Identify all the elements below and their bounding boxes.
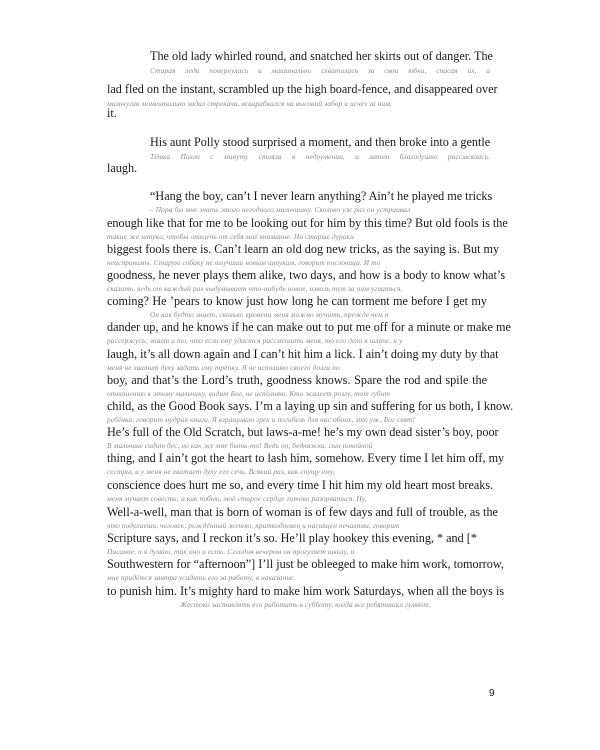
translation-line: Он как будто знает, сколько времени меня можно мучить, прежде чем я: [150, 310, 389, 319]
translation-line: мне придётся завтра усадить его за работу, в наказание.: [107, 573, 296, 582]
text-line: goodness, he never plays them alike, two days, and how is a body to know what’s: [107, 268, 506, 282]
translation-line: Старая леди повернулась и машинально схватилась за свои юбки, спасая их, а: [150, 66, 490, 75]
text-line: dander up, and he knows if he can make out to put me off for a minute or make me: [107, 320, 511, 334]
text-line: to punish him. It’s mighty hard to make him work Saturdays, when all the boys is: [107, 584, 505, 598]
text-line: boy, and that’s the Lord’s truth, goodness knows. Spare the rod and spile the: [107, 373, 487, 387]
text-line: He’s full of the Old Scratch, but laws-a-me! he’s my own dead sister’s boy, poor: [107, 425, 499, 439]
text-line: biggest fools there is. Can’t learn an old dog new tricks, as the saying is. But my: [107, 242, 500, 256]
translation-line: сестры, и у меня не хватает духу его сечь. Всякий раз, как спущу ему,: [107, 467, 335, 476]
text-line: conscience does hurt me so, and every time I hit him my old heart most breaks.: [107, 478, 494, 492]
translation-line: неисправимы. Старую собаку не выучишь новым штукам, говорит пословица. И то: [107, 258, 381, 267]
translation-line: отношению к этому мальчику, видит Бог, не исполняю. Кто жалеет розгу, тот губит: [107, 389, 391, 398]
translation-line: ребёнка, говорит мудрая книга. Я взращиваю грех и погибель для нас обоих, это уж, Бог свят!: [107, 415, 416, 424]
text-line: child, as the Good Book says. I’m a laying up sin and suffering for us both, I know.: [107, 399, 514, 413]
translation-line: что поделаешь, человек, рождённый женою, краткодневен и насыщен печалями, говорит: [107, 521, 400, 530]
text-line: enough like that for me to be looking out for him by this time? But old fools is the: [107, 216, 508, 230]
text-line: The old lady whirled round, and snatched her skirts out of danger. The: [150, 49, 493, 63]
translation-line: Жестоко заставлять его работать в субботу, когда все ребятишки гуляют,: [180, 600, 431, 609]
translation-line: Тётка Полли с минуту стояла в недоумении, а затем благодушно рассмеялась.: [150, 152, 490, 161]
text-line: coming? He ’pears to know just how long he can torment me before I get my: [107, 294, 487, 308]
translation-line: мальчуган моментально задал стрекача, вскарабкался на высокий забор и исчез за ним.: [107, 99, 392, 108]
translation-line: меня не хватит духу задать ему трёпку. Я не исполняю своего долга по: [107, 363, 340, 372]
translation-line: Писание, и я думаю, так оно и есть. Сегодня вечером он прогуляет школу, и: [107, 547, 355, 556]
text-line: laugh.: [107, 161, 138, 175]
page-number: 9: [489, 688, 495, 699]
translation-line: – Пора бы мне знать этого негодного мальчишку. Сколько уж раз он устраивал: [150, 205, 411, 214]
translation-line: В мальчике сидит бес, но как же мне быть-то! Ведь он, бедняжка, сын покойной: [107, 441, 373, 450]
translation-line: меня мучает совесть; а как побью, моё старое сердце готово разорваться. Ну,: [107, 494, 367, 503]
translation-line: рассержусь; знает и то, что если ему удастся рассмешить меня, то его дело в шляпе, и у: [107, 336, 403, 345]
translation-line: сказать, ведь от каждый раз выдумывает что-нибудь новое, изволь тут за ним угнаться.: [107, 284, 403, 293]
text-line: lad fled on the instant, scrambled up the high board-fence, and disappeared over: [107, 82, 498, 96]
text-line: it.: [107, 106, 117, 120]
text-line: thing, and I ain’t got the heart to lash him, somehow. Every time I let him off, my: [107, 451, 505, 465]
translation-line: такие же штуки, чтобы отвлечь от себя моё внимание. Но старые дураки: [107, 232, 354, 241]
text-line: Well-a-well, man that is born of woman is of few days and full of trouble, as the: [107, 505, 498, 519]
text-line: “Hang the boy, can’t I never learn anything? Ain’t he played me tricks: [150, 189, 493, 203]
text-line: Southwestern for “afternoon”] I’ll just be obleeged to make him work, tomorrow,: [107, 557, 504, 571]
text-line: Scripture says, and I reckon it’s so. He’ll play hookey this evening, * and [*: [107, 531, 477, 545]
text-line: laugh, it’s all down again and I can’t hit him a lick. I ain’t doing my duty by that: [107, 347, 499, 361]
text-line: His aunt Polly stood surprised a moment, and then broke into a gentle: [150, 135, 491, 149]
